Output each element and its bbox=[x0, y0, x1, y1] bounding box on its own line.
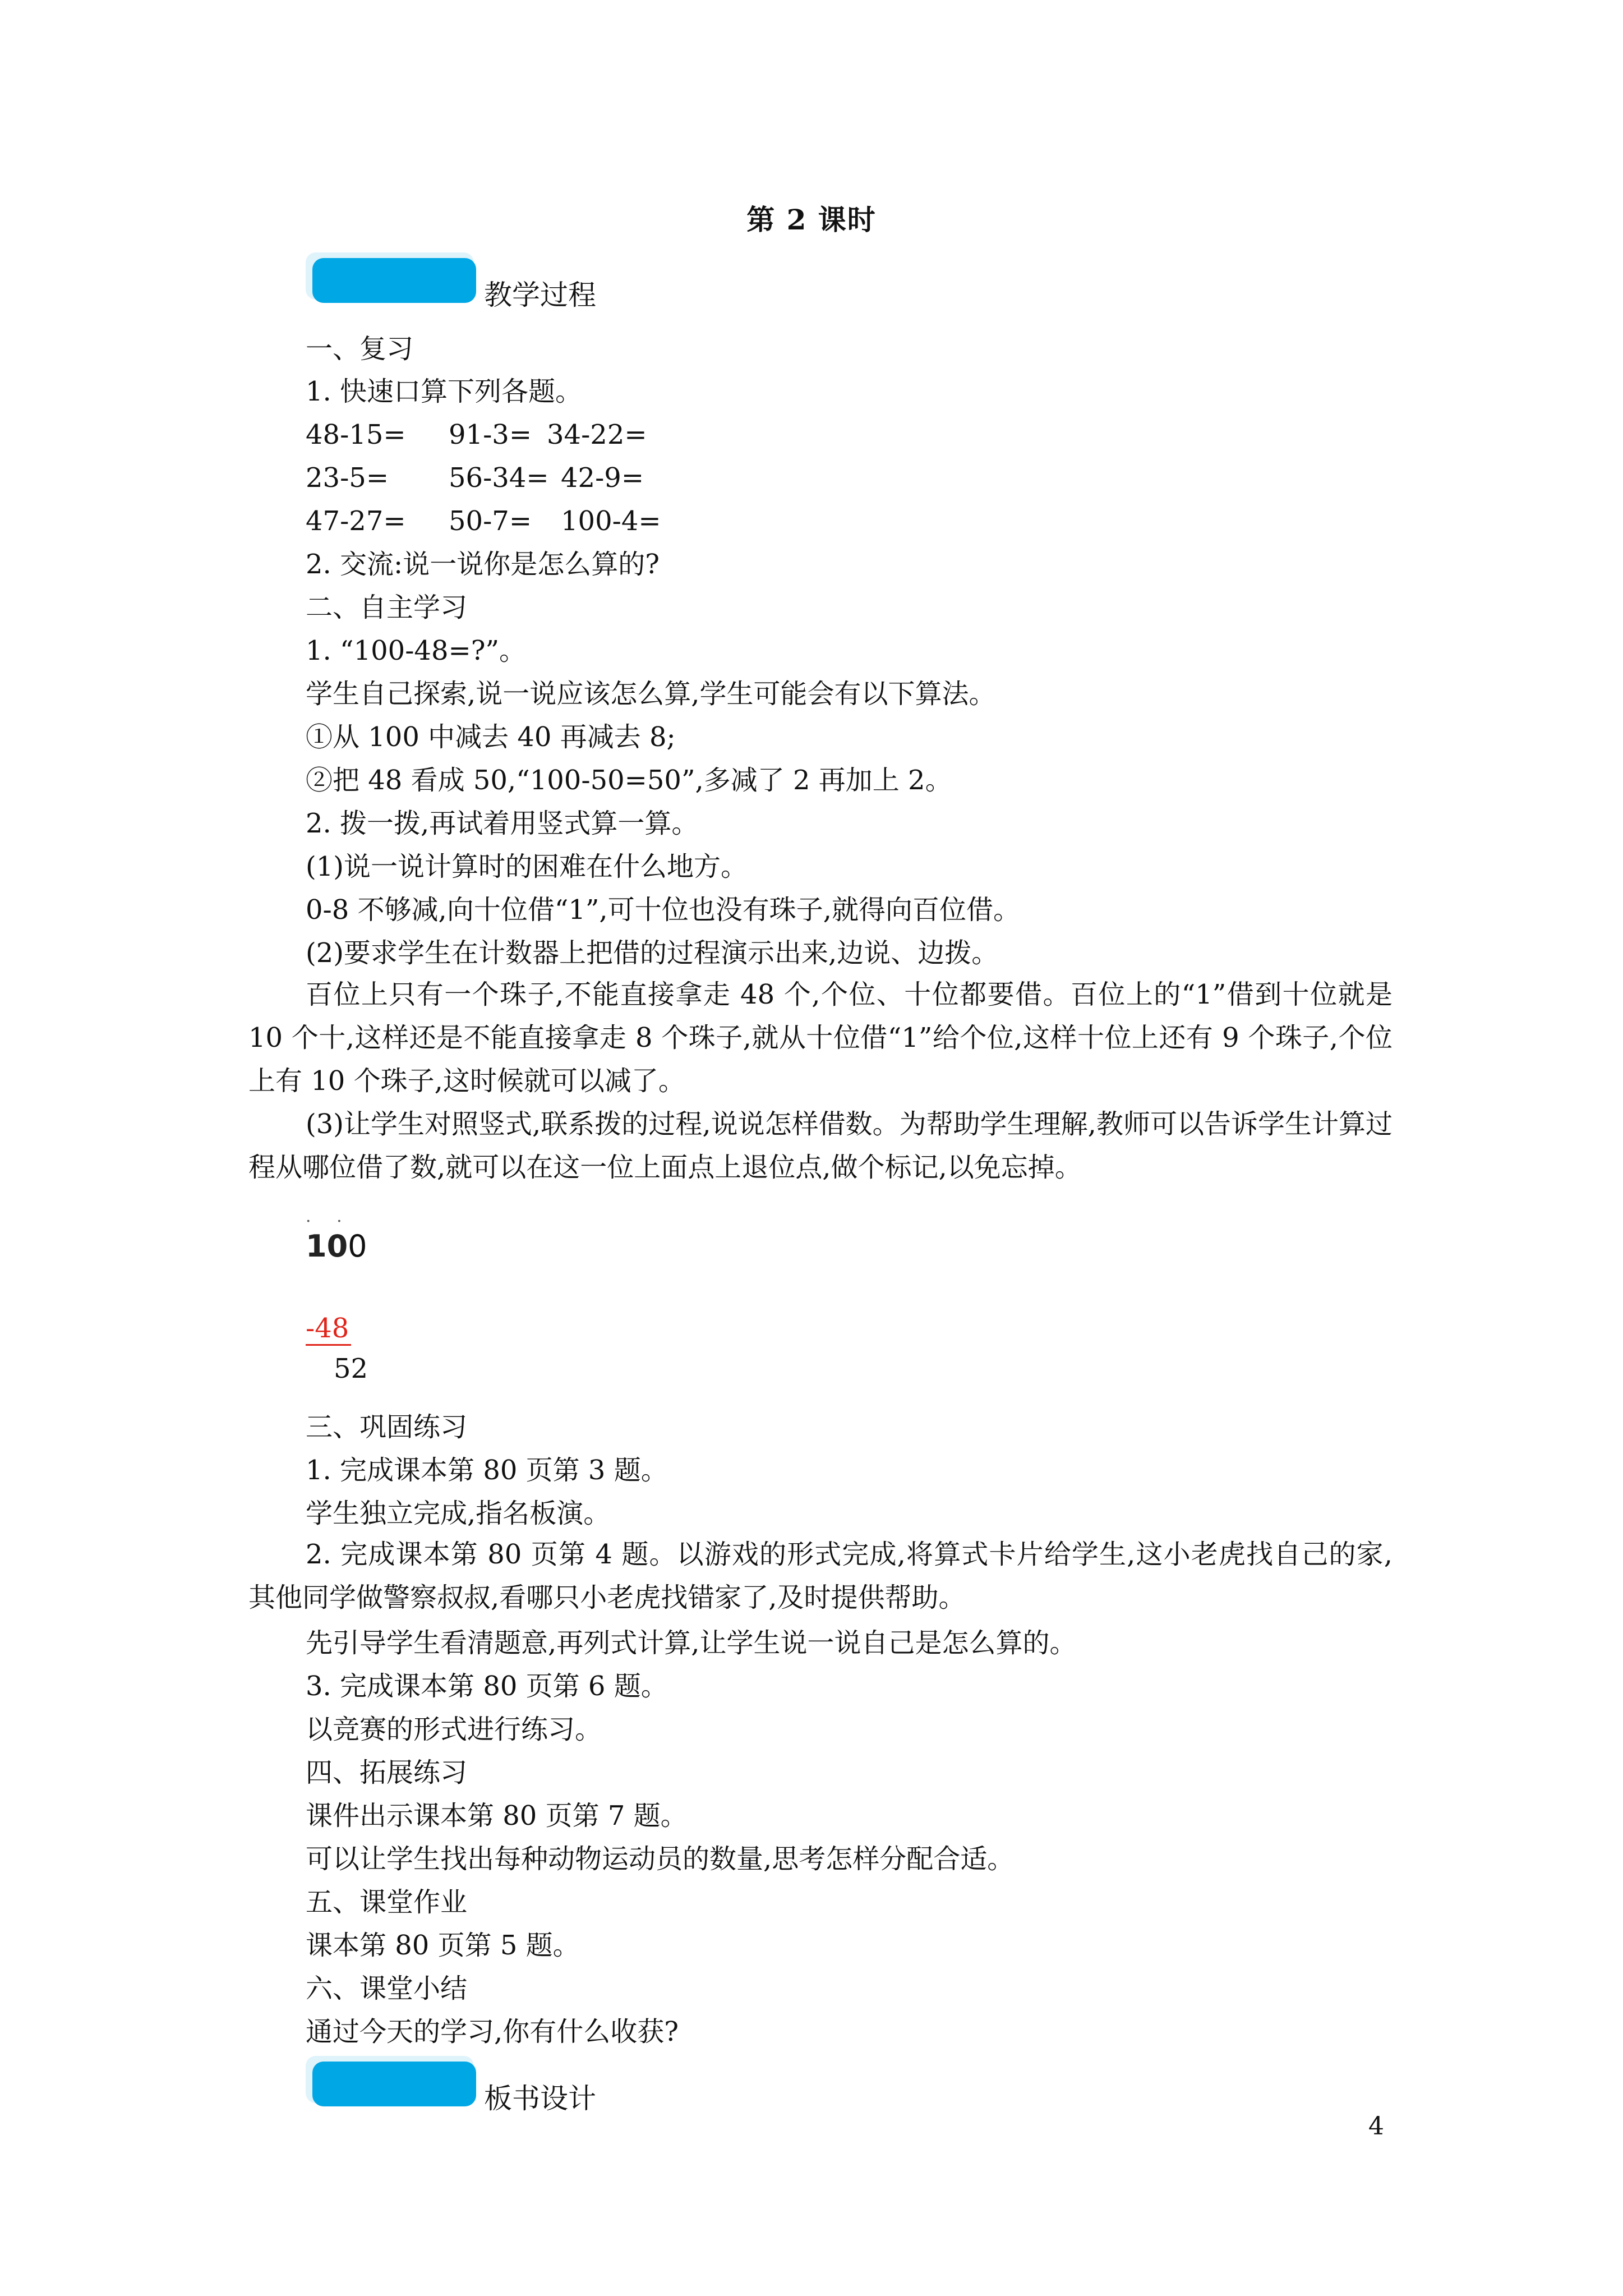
tag-highlight-fill bbox=[312, 258, 476, 303]
practice-item-1-note: 学生独立完成,指名板演。 bbox=[306, 1498, 611, 1529]
minuend-rest: 0 bbox=[348, 1228, 367, 1264]
difference: 52 bbox=[334, 1353, 368, 1384]
review-item-2: 2. 交流:说一说你是怎么算的? bbox=[306, 549, 660, 580]
expr: 47-27= bbox=[306, 505, 406, 537]
expr: 56-34= bbox=[449, 462, 549, 494]
practice-item-3: 3. 完成课本第 80 页第 6 题。 bbox=[306, 1671, 668, 1702]
extension-line-1: 课件出示课本第 80 页第 7 题。 bbox=[306, 1800, 688, 1832]
explanation-paragraph-1: 百位上只有一个珠子,不能直接拿走 48 个,个位、十位都要借。百位上的“1”借到十位就是 10 个十,这样还是不能直接拿走 8 个珠子,就从十位借“1”给个位,这样十位上还有 9 个珠子,个位上有 10 个珠子,这时候就可以减了。 bbox=[248, 979, 1393, 1097]
method-1: ①从 100 中减去 40 再减去 8; bbox=[306, 721, 676, 753]
summary-line-1: 通过今天的学习,你有什么收获? bbox=[306, 2016, 679, 2047]
expr: 34-22= bbox=[547, 419, 647, 450]
self-study-item-1: 1. “100-48=?”。 bbox=[306, 635, 527, 666]
page-number: 4 bbox=[1368, 2112, 1384, 2141]
practice-item-3-note: 以竞赛的形式进行练习。 bbox=[306, 1714, 602, 1745]
heading-summary: 六、课堂小结 bbox=[306, 1973, 468, 2004]
borrow-dots: · · bbox=[306, 1212, 352, 1231]
section-label-board: 板书设计 bbox=[484, 2082, 596, 2115]
expr: 23-5= bbox=[306, 462, 389, 494]
expr: 42-9= bbox=[561, 462, 644, 494]
section-label-process: 教学过程 bbox=[484, 279, 596, 311]
heading-review: 一、复习 bbox=[306, 333, 414, 365]
practice-item-2-note: 先引导学生看清题意,再列式计算,让学生说一说自己是怎么算的。 bbox=[306, 1627, 1077, 1659]
self-study-item-2: 2. 拨一拨,再试着用竖式算一算。 bbox=[306, 808, 699, 839]
sub-question-2: (2)要求学生在计数器上把借的过程演示出来,边说、边拨。 bbox=[306, 937, 999, 969]
extension-line-2: 可以让学生找出每种动物运动员的数量,思考怎样分配合适。 bbox=[306, 1843, 1015, 1875]
minuend-bold: 10 bbox=[306, 1228, 348, 1264]
expr: 100-4= bbox=[561, 505, 661, 537]
minuend bbox=[306, 1228, 367, 1264]
practice-item-1: 1. 完成课本第 80 页第 3 题。 bbox=[306, 1455, 668, 1486]
expr: 91-3= bbox=[449, 419, 532, 450]
sub-question-1: (1)说一说计算时的困难在什么地方。 bbox=[306, 851, 748, 882]
expr: 48-15= bbox=[306, 419, 406, 450]
practice-item-2: 2. 完成课本第 80 页第 4 题。以游戏的形式完成,将算式卡片给学生,这小老虎找自己的家,其他同学做警察叔叔,看哪只小老虎找错家了,及时提供帮助。 bbox=[248, 1539, 1393, 1613]
heading-practice: 三、巩固练习 bbox=[306, 1411, 468, 1443]
heading-extension: 四、拓展练习 bbox=[306, 1757, 468, 1788]
self-study-explore: 学生自己探索,说一说应该怎么算,学生可能会有以下算法。 bbox=[306, 678, 996, 710]
review-item-1: 1. 快速口算下列各题。 bbox=[306, 376, 583, 407]
expr: 50-7= bbox=[449, 505, 532, 537]
page-title: 第 2 课时 bbox=[746, 203, 877, 236]
heading-self-study: 二、自主学习 bbox=[306, 592, 468, 623]
subtrahend: -48 bbox=[306, 1313, 351, 1346]
explanation-paragraph-2: (3)让学生对照竖式,联系拨的过程,说说怎样借数。为帮助学生理解,教师可以告诉学生计算过程从哪位借了数,就可以在这一位上面点上退位点,做个标记,以免忘掉。 bbox=[248, 1108, 1393, 1183]
tag-highlight-fill bbox=[312, 2062, 476, 2106]
heading-homework: 五、课堂作业 bbox=[306, 1887, 468, 1918]
vertical-subtraction bbox=[306, 1212, 418, 1384]
sub-question-1-answer: 0-8 不够减,向十位借“1”,可十位也没有珠子,就得向百位借。 bbox=[306, 894, 1020, 926]
homework-line-1: 课本第 80 页第 5 题。 bbox=[306, 1930, 580, 1961]
method-2: ②把 48 看成 50,“100-50=50”,多减了 2 再加上 2。 bbox=[306, 765, 952, 796]
